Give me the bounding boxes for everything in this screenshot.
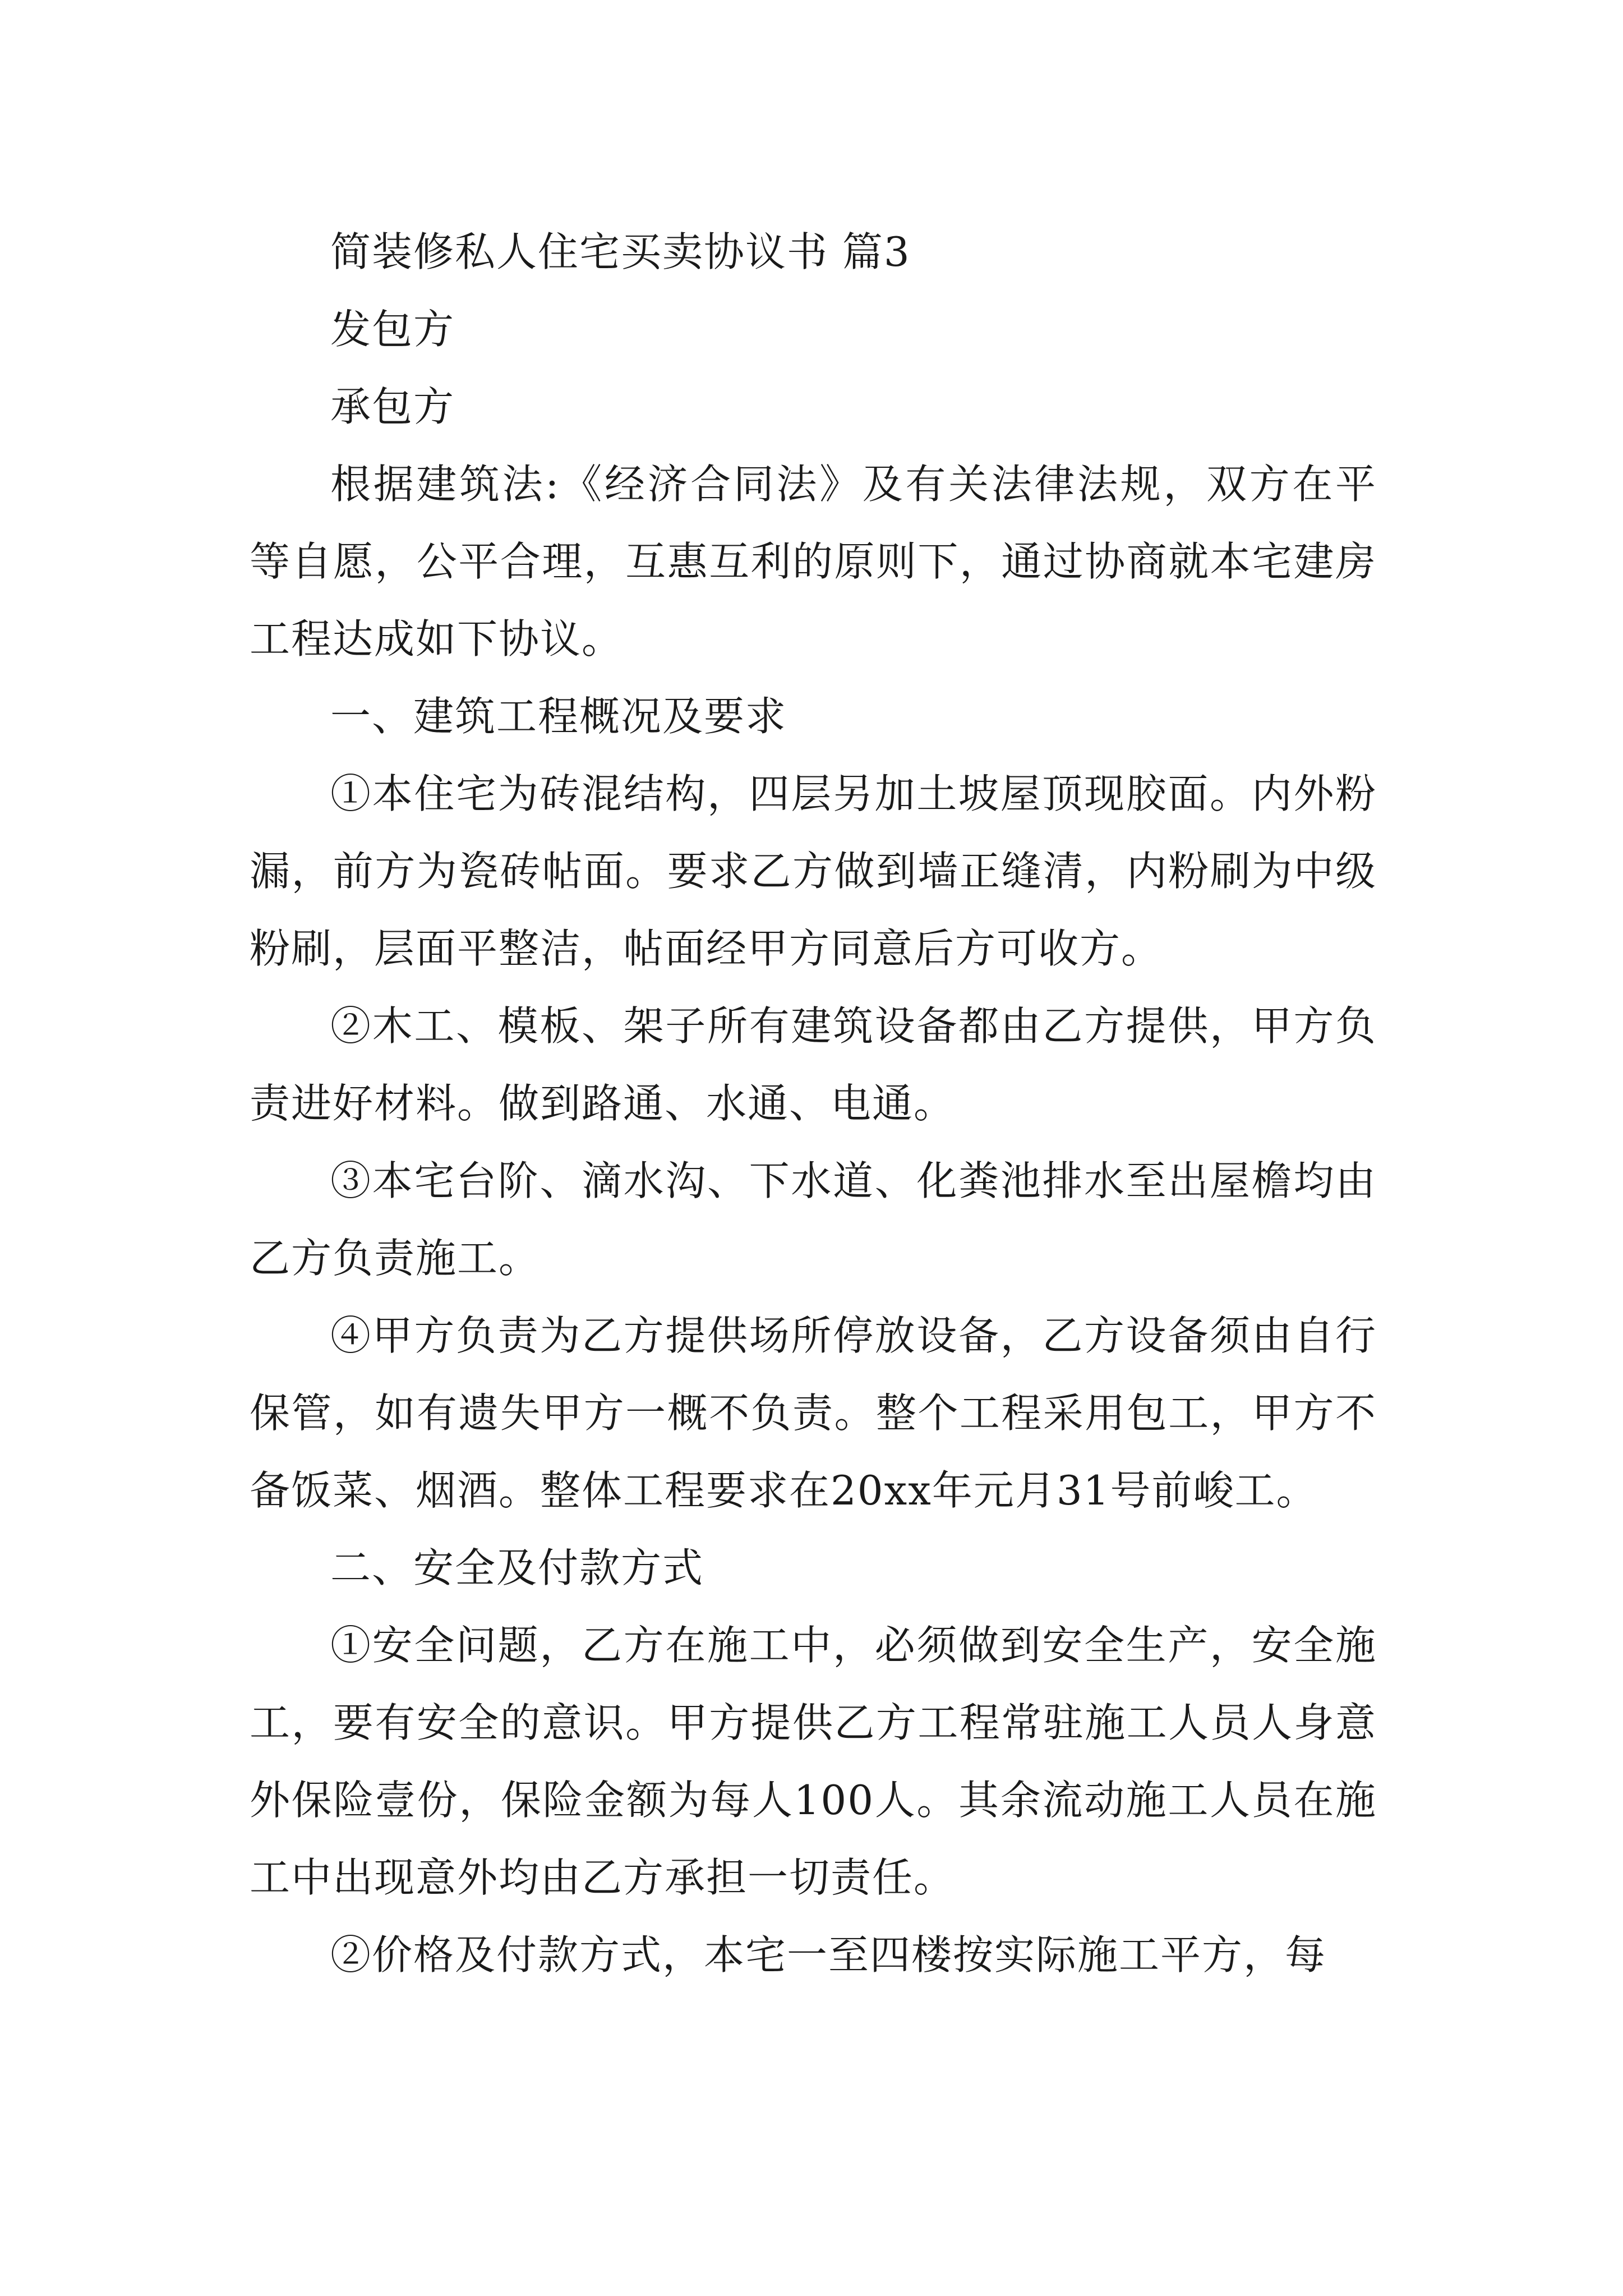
section-heading-2: 二、安全及付款方式 — [330, 1544, 704, 1591]
party-b-label: 承包方 — [330, 383, 455, 430]
preamble-paragraph: 根据建筑法:《经济合同法》及有关法律法规，双方在平等自愿，公平合理，互惠互利的原则下，通过协商就本宅建房工程达成如下协议。 — [250, 461, 1377, 662]
document-body — [250, 213, 1377, 1994]
clause-2-2: ②价格及付款方式，本宅一至四楼按实际施工平方，每 — [330, 1931, 1327, 1978]
clause-1-3: ③本宅台阶、滴水沟、下水道、化粪池排水至出屋檐均由乙方负责施工。 — [250, 1157, 1377, 1282]
document-title: 简装修私人住宅买卖协议书 篇3 — [330, 228, 911, 275]
clause-1-2: ②木工、模板、架子所有建筑设备都由乙方提供，甲方负责进好材料。做到路通、水通、电通。 — [250, 1002, 1377, 1127]
clause-2-1: ①安全问题，乙方在施工中，必须做到安全生产，安全施工，要有安全的意识。甲方提供乙方工程常驻施工人员人身意外保险壹份，保险金额为每人100人。其余流动施工人员在施工中出现意外均由乙方承担一切责任。 — [250, 1622, 1377, 1901]
party-a-label: 发包方 — [330, 306, 455, 353]
section-heading-1: 一、建筑工程概况及要求 — [330, 693, 787, 740]
clause-1-1: ①本住宅为砖混结构，四层另加土坡屋顶现胶面。内外粉漏，前方为瓷砖帖面。要求乙方做到墙正缝清，内粉刷为中级粉刷，层面平整洁，帖面经甲方同意后方可收方。 — [250, 770, 1377, 972]
clause-1-4: ④甲方负责为乙方提供场所停放设备，乙方设备须由自行保管，如有遗失甲方一概不负责。整个工程采用包工，甲方不备饭菜、烟酒。整体工程要求在20xx年元月31号前峻工。 — [250, 1312, 1377, 1514]
